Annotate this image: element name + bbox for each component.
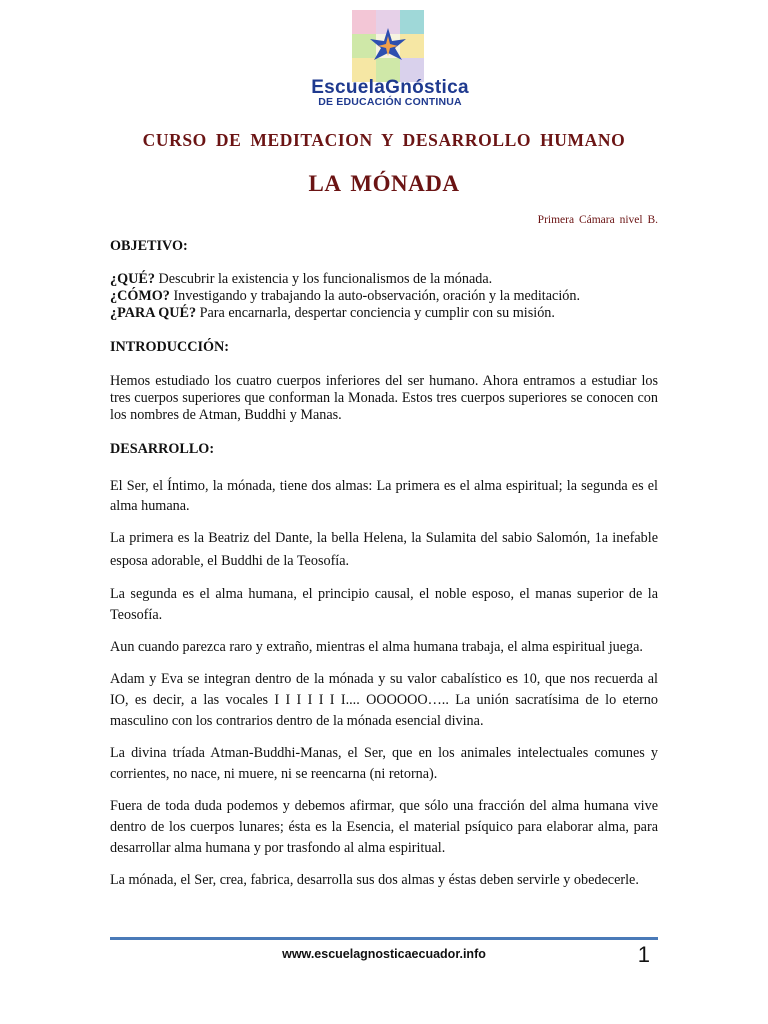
objective-list bbox=[110, 271, 658, 322]
desarrollo-heading: DESARROLLO: bbox=[110, 441, 215, 457]
footer-divider bbox=[110, 937, 658, 940]
paragraph: La mónada, el Ser, crea, fabrica, desarrolla sus dos almas y éstas deben servirle y obedecerle. bbox=[110, 872, 639, 888]
paragraph: La divina tríada Atman-Buddhi-Manas, el Ser, que en los animales intelectuales comunes y corrientes, no nace, ni muere, ni se reencarna (ni retorna). bbox=[110, 745, 658, 782]
objective-para-que bbox=[110, 305, 658, 322]
paragraph: Fuera de toda duda podemos y debemos afirmar, que sólo una fracción del alma humana vive dentro de los cuerpos lunares; ésta es la Esencia, el material psíquico para elaborar alma, para desarrollar alma humana y por trasfondo al alma espiritual. bbox=[110, 798, 658, 856]
paragraph: Adam y Eva se integran dentro de la mónada y su valor cabalístico es 10, que nos recuerda al IO, es decir, a las vocales I I I I I I I.... OOOOOO….. La unión sacratísima de lo eterno masculino con los contrarios dentro de la mónada esencial divina. bbox=[110, 671, 658, 729]
objetivo-heading: OBJETIVO: bbox=[110, 238, 188, 254]
para-que-label: ¿PARA QUÉ? bbox=[110, 305, 197, 321]
objective-que bbox=[110, 271, 658, 288]
footer-link[interactable]: www.escuelagnosticaecuador.info bbox=[282, 947, 486, 961]
page-number: 1 bbox=[637, 942, 650, 967]
school-logo bbox=[290, 0, 490, 118]
como-text: Investigando y trabajando la auto-observación, oración y la meditación. bbox=[169, 288, 581, 304]
como-label: ¿CÓMO? bbox=[110, 288, 170, 304]
para-que-text: Para encarnarla, despertar conciencia y cumplir con su misión. bbox=[196, 305, 555, 321]
que-label: ¿QUÉ? bbox=[110, 271, 155, 287]
paragraph: La segunda es el alma humana, el principio causal, el noble esposo, el manas superior de la Teosofía. bbox=[110, 586, 658, 623]
paragraph: La primera es la Beatriz del Dante, la bella Helena, la Sulamita del sabio Salomón, 1a inefable esposa adorable, el Buddhi de la Teosofía. bbox=[110, 530, 658, 569]
logo-title: EscuelaGnóstica bbox=[311, 77, 469, 98]
intro-heading: INTRODUCCIÓN: bbox=[110, 339, 230, 355]
intro-paragraph: Hemos estudiado los cuatro cuerpos inferiores del ser humano. Ahora entramos a estudiar los tres cuerpos superiores que conforman la Monada. Estos tres cuerpos superiores se conocen con los nombres de Atman, Buddhi y Manas. bbox=[110, 373, 658, 423]
objective-como bbox=[110, 288, 658, 305]
level-label: Primera Cámara nivel B. bbox=[537, 214, 658, 226]
que-text: Descubrir la existencia y los funcionalismos de la mónada. bbox=[154, 271, 493, 287]
course-title: CURSO DE MEDITACION Y DESARROLLO HUMANO bbox=[142, 130, 626, 150]
logo-subtitle: DE EDUCACIÓN CONTINUA bbox=[318, 96, 462, 108]
paragraph: Aun cuando parezca raro y extraño, mientras el alma humana trabaja, el alma espiritual juega. bbox=[110, 639, 643, 655]
document-body bbox=[110, 238, 658, 891]
logo-emblem-icon bbox=[352, 10, 424, 82]
paragraph: El Ser, el Íntimo, la mónada, tiene dos almas: La primera es el alma espiritual; la segunda es el alma humana. bbox=[110, 478, 658, 514]
page-title: LA MÓNADA bbox=[308, 171, 460, 196]
